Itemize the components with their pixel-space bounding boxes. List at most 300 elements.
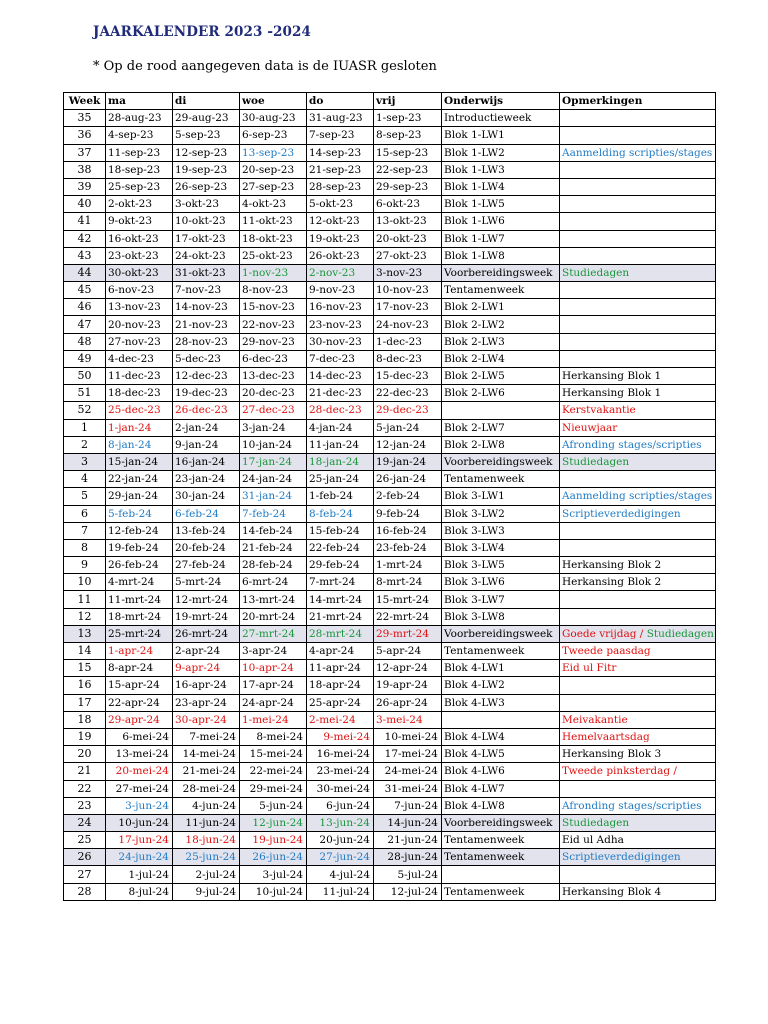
date-cell: 4-jun-24 [173,797,240,814]
week-number: 51 [64,385,106,402]
opmerking-cell [560,350,716,367]
date-cell: 1-dec-23 [374,333,442,350]
table-row [64,178,716,195]
onderwijs-cell [442,402,560,419]
onderwijs-cell: Blok 3-LW4 [442,539,560,556]
date-cell: 14-mei-24 [173,746,240,763]
date-cell: 14-jun-24 [374,814,442,831]
week-number: 48 [64,333,106,350]
onderwijs-cell: Introductieweek [442,110,560,127]
onderwijs-cell: Voorbereidingsweek [442,453,560,470]
date-cell: 25-okt-23 [240,247,307,264]
date-cell: 19-apr-24 [374,677,442,694]
table-row [64,557,716,574]
date-cell: 14-sep-23 [307,144,374,161]
date-cell: 4-apr-24 [307,643,374,660]
opmerking-text: Goede vrijdag / [562,627,644,640]
date-cell: 21-mrt-24 [307,608,374,625]
date-cell: 9-jul-24 [173,883,240,900]
date-cell: 18-mrt-24 [106,608,173,625]
date-cell: 20-dec-23 [240,385,307,402]
date-cell: 14-dec-23 [307,368,374,385]
date-cell: 20-jun-24 [307,832,374,849]
date-cell: 25-jun-24 [173,849,240,866]
week-number: 41 [64,213,106,230]
table-row [64,402,716,419]
date-cell: 19-jan-24 [374,453,442,470]
opmerking-cell [560,557,716,574]
week-number: 52 [64,402,106,419]
date-cell: 26-apr-24 [374,694,442,711]
date-cell: 7-feb-24 [240,505,307,522]
date-cell: 19-sep-23 [173,161,240,178]
table-row [64,110,716,127]
week-number: 35 [64,110,106,127]
date-cell: 24-jun-24 [106,849,173,866]
week-number: 21 [64,763,106,780]
date-cell: 5-jun-24 [240,797,307,814]
date-cell: 11-mrt-24 [106,591,173,608]
date-cell: 29-mei-24 [240,780,307,797]
opmerking-cell [560,883,716,900]
date-cell: 17-apr-24 [240,677,307,694]
date-cell: 6-jun-24 [307,797,374,814]
opmerking-cell [560,247,716,264]
opmerking-cell [560,608,716,625]
week-number: 7 [64,522,106,539]
date-cell: 30-okt-23 [106,264,173,281]
date-cell: 15-apr-24 [106,677,173,694]
date-cell: 27-okt-23 [374,247,442,264]
table-row [64,694,716,711]
date-cell: 29-dec-23 [374,402,442,419]
opmerking-cell [560,677,716,694]
date-cell: 3-jul-24 [240,866,307,883]
table-row [64,591,716,608]
date-cell: 6-okt-23 [374,196,442,213]
date-cell: 4-jul-24 [307,866,374,883]
opmerking-text: Afronding stages/scripties [562,799,702,812]
date-cell: 23-apr-24 [173,694,240,711]
date-cell: 12-dec-23 [173,368,240,385]
onderwijs-cell: Blok 1-LW7 [442,230,560,247]
table-row [64,505,716,522]
date-cell: 27-sep-23 [240,178,307,195]
date-cell: 26-feb-24 [106,557,173,574]
date-cell: 15-feb-24 [307,522,374,539]
date-cell: 16-jan-24 [173,453,240,470]
date-cell: 10-jun-24 [106,814,173,831]
table-row [64,660,716,677]
opmerking-text: Studiedagen [562,816,630,829]
date-cell: 10-jan-24 [240,436,307,453]
opmerking-text: Nieuwjaar [562,421,618,434]
week-number: 24 [64,814,106,831]
opmerking-cell [560,178,716,195]
header-vrij: vrij [374,93,442,110]
header-do: do [307,93,374,110]
onderwijs-cell: Blok 2-LW5 [442,368,560,385]
opmerking-cell [560,522,716,539]
table-row [64,746,716,763]
date-cell: 10-apr-24 [240,660,307,677]
table-row [64,471,716,488]
table-row [64,763,716,780]
date-cell: 7-mei-24 [173,728,240,745]
date-cell: 5-dec-23 [173,350,240,367]
opmerking-cell [560,402,716,419]
date-cell: 10-okt-23 [173,213,240,230]
date-cell: 29-nov-23 [240,333,307,350]
opmerking-cell [560,368,716,385]
date-cell: 28-feb-24 [240,557,307,574]
header-di: di [173,93,240,110]
table-row [64,488,716,505]
opmerking-cell [560,832,716,849]
opmerking-text: Eid ul Fitr [562,662,617,675]
date-cell: 5-mrt-24 [173,574,240,591]
onderwijs-cell: Tentamenweek [442,471,560,488]
date-cell: 2-okt-23 [106,196,173,213]
date-cell: 11-sep-23 [106,144,173,161]
week-number: 43 [64,247,106,264]
week-number: 5 [64,488,106,505]
table-row [64,625,716,642]
date-cell: 13-sep-23 [240,144,307,161]
date-cell: 4-mrt-24 [106,574,173,591]
date-cell: 1-feb-24 [307,488,374,505]
date-cell: 20-mrt-24 [240,608,307,625]
week-number: 27 [64,866,106,883]
week-number: 20 [64,746,106,763]
table-row [64,728,716,745]
date-cell: 6-sep-23 [240,127,307,144]
date-cell: 27-jun-24 [307,849,374,866]
week-number: 39 [64,178,106,195]
onderwijs-cell: Blok 3-LW2 [442,505,560,522]
date-cell: 30-apr-24 [173,711,240,728]
date-cell: 15-sep-23 [374,144,442,161]
opmerking-cell [560,711,716,728]
table-row [64,780,716,797]
date-cell: 4-sep-23 [106,127,173,144]
date-cell: 19-okt-23 [307,230,374,247]
table-row [64,316,716,333]
opmerking-text: Scriptieverdedigingen [562,507,681,520]
calendar-body [64,110,716,901]
date-cell: 24-apr-24 [240,694,307,711]
date-cell: 12-mrt-24 [173,591,240,608]
date-cell: 12-feb-24 [106,522,173,539]
date-cell: 15-jan-24 [106,453,173,470]
opmerking-text: Aanmelding scripties/stages [562,146,713,159]
header-row [64,93,716,110]
week-number: 44 [64,264,106,281]
date-cell: 15-dec-23 [374,368,442,385]
onderwijs-cell: Blok 2-LW2 [442,316,560,333]
week-number: 19 [64,728,106,745]
date-cell: 26-mrt-24 [173,625,240,642]
date-cell: 12-jun-24 [240,814,307,831]
date-cell: 17-jun-24 [106,832,173,849]
week-number: 25 [64,832,106,849]
onderwijs-cell: Blok 2-LW1 [442,299,560,316]
date-cell: 3-nov-23 [374,264,442,281]
opmerking-cell [560,763,716,780]
date-cell: 2-nov-23 [307,264,374,281]
date-cell: 24-okt-23 [173,247,240,264]
date-cell: 2-feb-24 [374,488,442,505]
date-cell: 22-sep-23 [374,161,442,178]
table-row [64,333,716,350]
opmerking-text: Herkansing Blok 2 [562,559,662,572]
date-cell: 8-jul-24 [106,883,173,900]
date-cell: 1-mrt-24 [374,557,442,574]
table-row [64,832,716,849]
date-cell: 2-apr-24 [173,643,240,660]
date-cell: 14-nov-23 [173,299,240,316]
date-cell: 16-mei-24 [307,746,374,763]
date-cell: 5-jan-24 [374,419,442,436]
week-number: 28 [64,883,106,900]
date-cell: 24-jan-24 [240,471,307,488]
date-cell: 7-sep-23 [307,127,374,144]
date-cell: 18-jun-24 [173,832,240,849]
opmerking-text: Herkansing Blok 2 [562,576,662,589]
date-cell: 28-dec-23 [307,402,374,419]
date-cell: 25-sep-23 [106,178,173,195]
date-cell: 22-jan-24 [106,471,173,488]
date-cell: 17-mei-24 [374,746,442,763]
opmerking-cell [560,230,716,247]
table-row [64,127,716,144]
table-row [64,453,716,470]
year-calendar-table [63,92,716,901]
opmerking-cell [560,643,716,660]
date-cell: 6-mrt-24 [240,574,307,591]
date-cell: 13-dec-23 [240,368,307,385]
week-number: 18 [64,711,106,728]
week-number: 15 [64,660,106,677]
date-cell: 19-dec-23 [173,385,240,402]
onderwijs-cell: Blok 2-LW6 [442,385,560,402]
date-cell: 13-feb-24 [173,522,240,539]
date-cell: 25-dec-23 [106,402,173,419]
opmerking-cell [560,161,716,178]
date-cell: 20-nov-23 [106,316,173,333]
date-cell: 8-apr-24 [106,660,173,677]
date-cell: 10-mei-24 [374,728,442,745]
week-number: 3 [64,453,106,470]
opmerking-cell [560,591,716,608]
table-row [64,574,716,591]
date-cell: 7-jun-24 [374,797,442,814]
date-cell: 18-jan-24 [307,453,374,470]
date-cell: 29-feb-24 [307,557,374,574]
date-cell: 20-sep-23 [240,161,307,178]
week-number: 6 [64,505,106,522]
opmerking-cell [560,488,716,505]
opmerking-cell [560,746,716,763]
date-cell: 18-apr-24 [307,677,374,694]
date-cell: 21-sep-23 [307,161,374,178]
date-cell: 8-nov-23 [240,282,307,299]
table-row [64,161,716,178]
table-row [64,883,716,900]
opmerking-text: Hemelvaartsdag [562,731,650,744]
opmerking-cell [560,505,716,522]
onderwijs-cell: Blok 4-LW4 [442,728,560,745]
onderwijs-cell: Blok 4-LW2 [442,677,560,694]
date-cell: 27-mrt-24 [240,625,307,642]
onderwijs-cell: Voorbereidingsweek [442,625,560,642]
date-cell: 23-nov-23 [307,316,374,333]
week-number: 1 [64,419,106,436]
date-cell: 5-apr-24 [374,643,442,660]
date-cell: 18-dec-23 [106,385,173,402]
date-cell: 2-mei-24 [307,711,374,728]
date-cell: 9-jan-24 [173,436,240,453]
date-cell: 27-feb-24 [173,557,240,574]
week-number: 50 [64,368,106,385]
date-cell: 12-apr-24 [374,660,442,677]
opmerking-cell [560,797,716,814]
date-cell: 29-apr-24 [106,711,173,728]
closure-note: * Op de rood aangegeven data is de IUASR gesloten [93,59,437,74]
date-cell: 28-mrt-24 [307,625,374,642]
date-cell: 26-okt-23 [307,247,374,264]
date-cell: 29-jan-24 [106,488,173,505]
date-cell: 7-dec-23 [307,350,374,367]
opmerking-cell [560,419,716,436]
onderwijs-cell: Blok 3-LW8 [442,608,560,625]
date-cell: 30-nov-23 [307,333,374,350]
date-cell: 11-apr-24 [307,660,374,677]
onderwijs-cell: Blok 1-LW5 [442,196,560,213]
date-cell: 3-mei-24 [374,711,442,728]
week-number: 13 [64,625,106,642]
onderwijs-cell: Blok 4-LW8 [442,797,560,814]
date-cell: 12-okt-23 [307,213,374,230]
opmerking-cell [560,299,716,316]
date-cell: 21-nov-23 [173,316,240,333]
onderwijs-cell [442,711,560,728]
date-cell: 2-jan-24 [173,419,240,436]
date-cell: 10-nov-23 [374,282,442,299]
opmerking-text: Studiedagen [562,266,630,279]
date-cell: 23-mei-24 [307,763,374,780]
week-number: 8 [64,539,106,556]
date-cell: 12-sep-23 [173,144,240,161]
header-opmerkingen: Opmerkingen [560,93,716,110]
week-number: 12 [64,608,106,625]
header-onderwijs: Onderwijs [442,93,560,110]
onderwijs-cell: Blok 1-LW2 [442,144,560,161]
opmerking-text: Herkansing Blok 4 [562,885,662,898]
date-cell: 20-okt-23 [374,230,442,247]
onderwijs-cell: Blok 4-LW7 [442,780,560,797]
date-cell: 21-mei-24 [173,763,240,780]
opmerking-cell [560,453,716,470]
date-cell: 9-feb-24 [374,505,442,522]
week-number: 17 [64,694,106,711]
date-cell: 12-jul-24 [374,883,442,900]
date-cell: 13-jun-24 [307,814,374,831]
opmerking-cell [560,282,716,299]
week-number: 22 [64,780,106,797]
date-cell: 28-jun-24 [374,849,442,866]
week-number: 10 [64,574,106,591]
date-cell: 31-aug-23 [307,110,374,127]
date-cell: 28-nov-23 [173,333,240,350]
onderwijs-cell: Blok 1-LW3 [442,161,560,178]
date-cell: 1-jul-24 [106,866,173,883]
date-cell: 9-nov-23 [307,282,374,299]
date-cell: 9-mei-24 [307,728,374,745]
date-cell: 15-mrt-24 [374,591,442,608]
date-cell: 20-mei-24 [106,763,173,780]
date-cell: 17-okt-23 [173,230,240,247]
date-cell: 11-dec-23 [106,368,173,385]
table-row [64,264,716,281]
date-cell: 26-jan-24 [374,471,442,488]
onderwijs-cell: Tentamenweek [442,849,560,866]
onderwijs-cell: Tentamenweek [442,282,560,299]
opmerking-text: Eid ul Adha [562,834,624,847]
date-cell: 21-jun-24 [374,832,442,849]
date-cell: 22-apr-24 [106,694,173,711]
onderwijs-cell: Blok 1-LW1 [442,127,560,144]
week-number: 37 [64,144,106,161]
week-number: 47 [64,316,106,333]
date-cell: 1-sep-23 [374,110,442,127]
date-cell: 22-feb-24 [307,539,374,556]
table-row [64,866,716,883]
date-cell: 13-okt-23 [374,213,442,230]
table-row [64,385,716,402]
onderwijs-cell: Blok 2-LW3 [442,333,560,350]
date-cell: 1-jan-24 [106,419,173,436]
date-cell: 3-jun-24 [106,797,173,814]
date-cell: 31-okt-23 [173,264,240,281]
opmerking-cell [560,849,716,866]
date-cell: 5-sep-23 [173,127,240,144]
date-cell: 23-okt-23 [106,247,173,264]
date-cell: 8-feb-24 [307,505,374,522]
date-cell: 2-jul-24 [173,866,240,883]
week-number: 42 [64,230,106,247]
date-cell: 28-sep-23 [307,178,374,195]
table-row [64,711,716,728]
week-number: 11 [64,591,106,608]
date-cell: 5-jul-24 [374,866,442,883]
opmerking-cell [560,780,716,797]
opmerking-text: Kerstvakantie [562,404,636,417]
table-row [64,677,716,694]
opmerking-text: Herkansing Blok 3 [562,748,662,761]
date-cell: 31-jan-24 [240,488,307,505]
date-cell: 18-sep-23 [106,161,173,178]
date-cell: 6-dec-23 [240,350,307,367]
date-cell: 7-mrt-24 [307,574,374,591]
table-row [64,247,716,264]
week-number: 2 [64,436,106,453]
opmerking-cell [560,196,716,213]
onderwijs-cell: Blok 3-LW3 [442,522,560,539]
onderwijs-cell: Blok 3-LW6 [442,574,560,591]
week-number: 14 [64,643,106,660]
opmerking-cell [560,144,716,161]
